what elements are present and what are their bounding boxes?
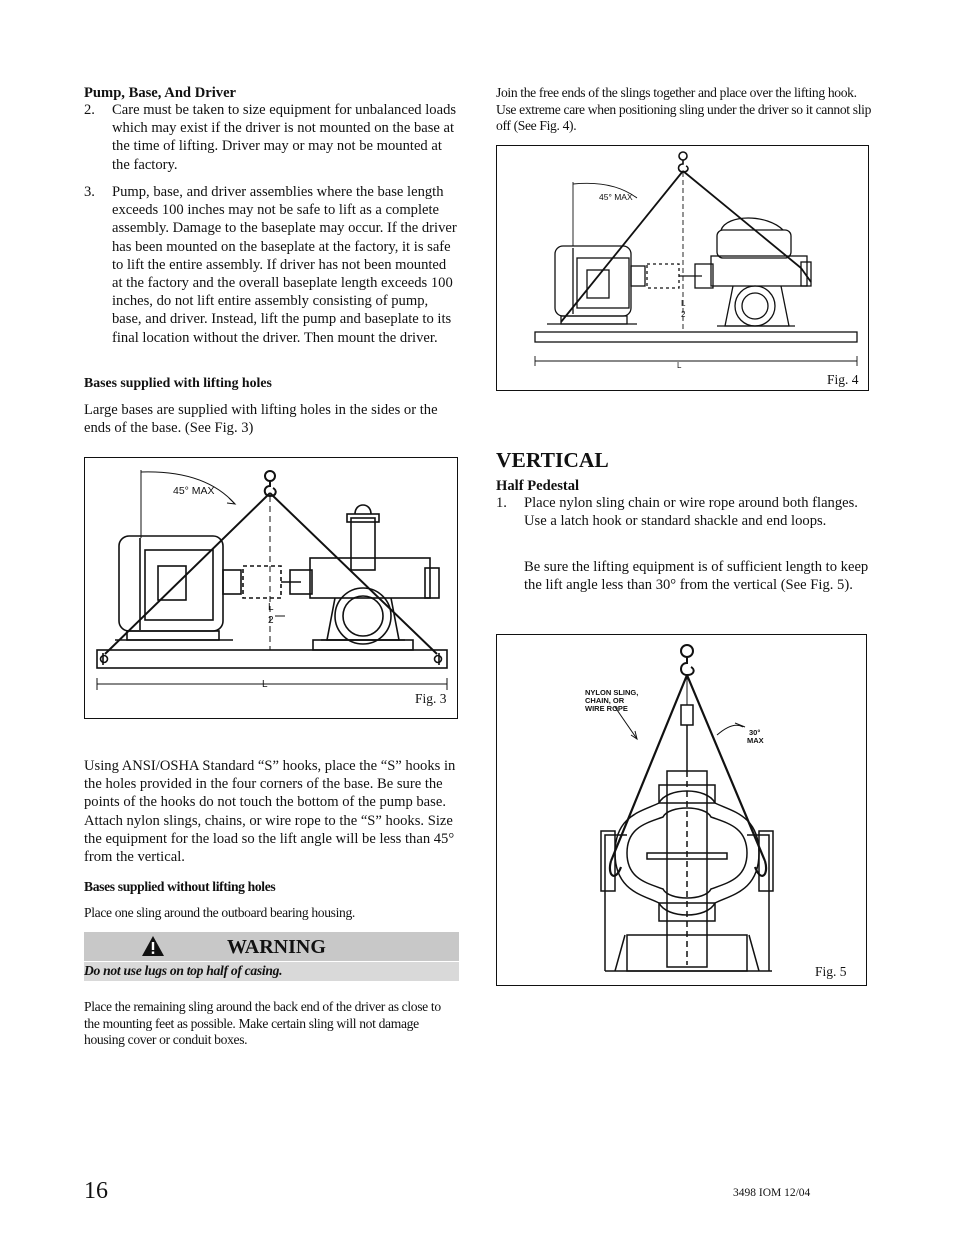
figure-4-drawing [497, 146, 867, 389]
figure-3-length-label: L [262, 679, 268, 690]
list-text: Place nylon sling chain or wire rope around both flanges. Use a latch hook or standard shackle and end loops. [524, 495, 858, 530]
figure-5-angle-label-1: 30° [749, 728, 761, 737]
list-number: 1. [496, 495, 507, 511]
paragraph-s-hooks: Using ANSI/OSHA Standard “S” hooks, place the “S” hooks in the holes provided in the four corners of the base. Be sure the points of the hooks do not touch the bottom of the pump base. Attach nylon slings, chains, or wire rope to the “S” hooks. Size the equipment for the load so the lift angle will be less than 45° from the vertical. [84, 758, 456, 866]
figure-5-sling-label-1: NYLON SLING, [585, 688, 639, 697]
figure-4-half-length-top: L [681, 299, 686, 308]
figure-5-sling-label-2: CHAIN, OR [585, 696, 625, 705]
heading-bases-with-holes: Bases supplied with lifting holes [84, 375, 272, 390]
figure-3-half-length-top: L [268, 602, 274, 613]
heading-half-pedestal: Half Pedestal [496, 478, 580, 494]
warning-banner [84, 932, 459, 961]
figure-5-angle-label-2: MAX [747, 736, 764, 745]
warning-message: Do not use lugs on top half of casing. [84, 963, 283, 978]
figure-5 [496, 634, 867, 986]
figure-3-half-length-bottom: 2 [268, 615, 274, 626]
figure-3-caption: Fig. 3 [415, 691, 447, 706]
warning-title: WARNING [227, 936, 326, 958]
list-text: Pump, base, and driver assemblies where the base length exceeds 100 inches may not be safe to lift as a complete assembly. Damage to the baseplate may occur. If the driver has been mounted on the baseplate at the factory, it is safe to lift the entire assembly. If driver has not been mounted at the factory and the overall baseplate length exceeds 100 inches, do not lift entire assembly consisting of pump, base, and driver. Instead, lift the pump and baseplate to its final location without the driver. Then mount the driver. [112, 184, 457, 346]
figure-4-caption: Fig. 4 [827, 372, 859, 387]
figure-4-half-length-bottom: 2 [681, 310, 686, 319]
list-item-2 [84, 101, 459, 174]
paragraph-remaining-sling: Place the remaining sling around the back end of the driver as close to the mounting feet as possible. Make certain sling will not damage housing cover or conduit boxes. [84, 999, 441, 1048]
paragraph-outboard-bearing: Place one sling around the outboard bearing housing. [84, 905, 355, 920]
paragraph-lift-angle: Be sure the lifting equipment is of sufficient length to keep the lift angle less than 30° from the vertical (See Fig. 5). [524, 559, 869, 594]
document-code: 3498 IOM 12/04 [733, 1187, 811, 1199]
section-title-vertical: VERTICAL [496, 448, 609, 472]
list-number: 2. [84, 102, 95, 118]
heading-bases-without-holes: Bases supplied without lifting holes [84, 879, 276, 894]
figure-4 [496, 145, 869, 391]
list-item-1 [496, 494, 871, 530]
figure-4-length-label: L [677, 361, 682, 370]
list-item-3 [84, 183, 459, 347]
figure-5-caption: Fig. 5 [815, 964, 847, 979]
heading-pump-base-driver: Pump, Base, And Driver [84, 85, 237, 101]
warning-message-bar [84, 962, 459, 981]
paragraph-join-slings: Join the free ends of the slings together and place over the lifting hook. Use extreme care when positioning sling under the driver so it cannot slip off (See Fig. 4). [496, 85, 872, 134]
page-number: 16 [84, 1178, 108, 1204]
figure-3-drawing [85, 458, 456, 717]
paragraph-lifting-holes: Large bases are supplied with lifting holes in the sides or the ends of the base. (See Fig. 3) [84, 402, 438, 437]
figure-3 [84, 457, 458, 719]
figure-4-angle-label: 45° MAX [599, 192, 633, 202]
warning-triangle-icon [141, 935, 165, 957]
list-number: 3. [84, 184, 95, 200]
figure-5-drawing [497, 635, 865, 984]
figure-5-sling-label-3: WIRE ROPE [585, 704, 628, 713]
figure-3-angle-label: 45° MAX [173, 485, 215, 497]
list-text: Care must be taken to size equipment for unbalanced loads which may exist if the driver is not mounted on the base at the time of lifting. Driver may or may not be mounted at the factory. [112, 102, 457, 173]
